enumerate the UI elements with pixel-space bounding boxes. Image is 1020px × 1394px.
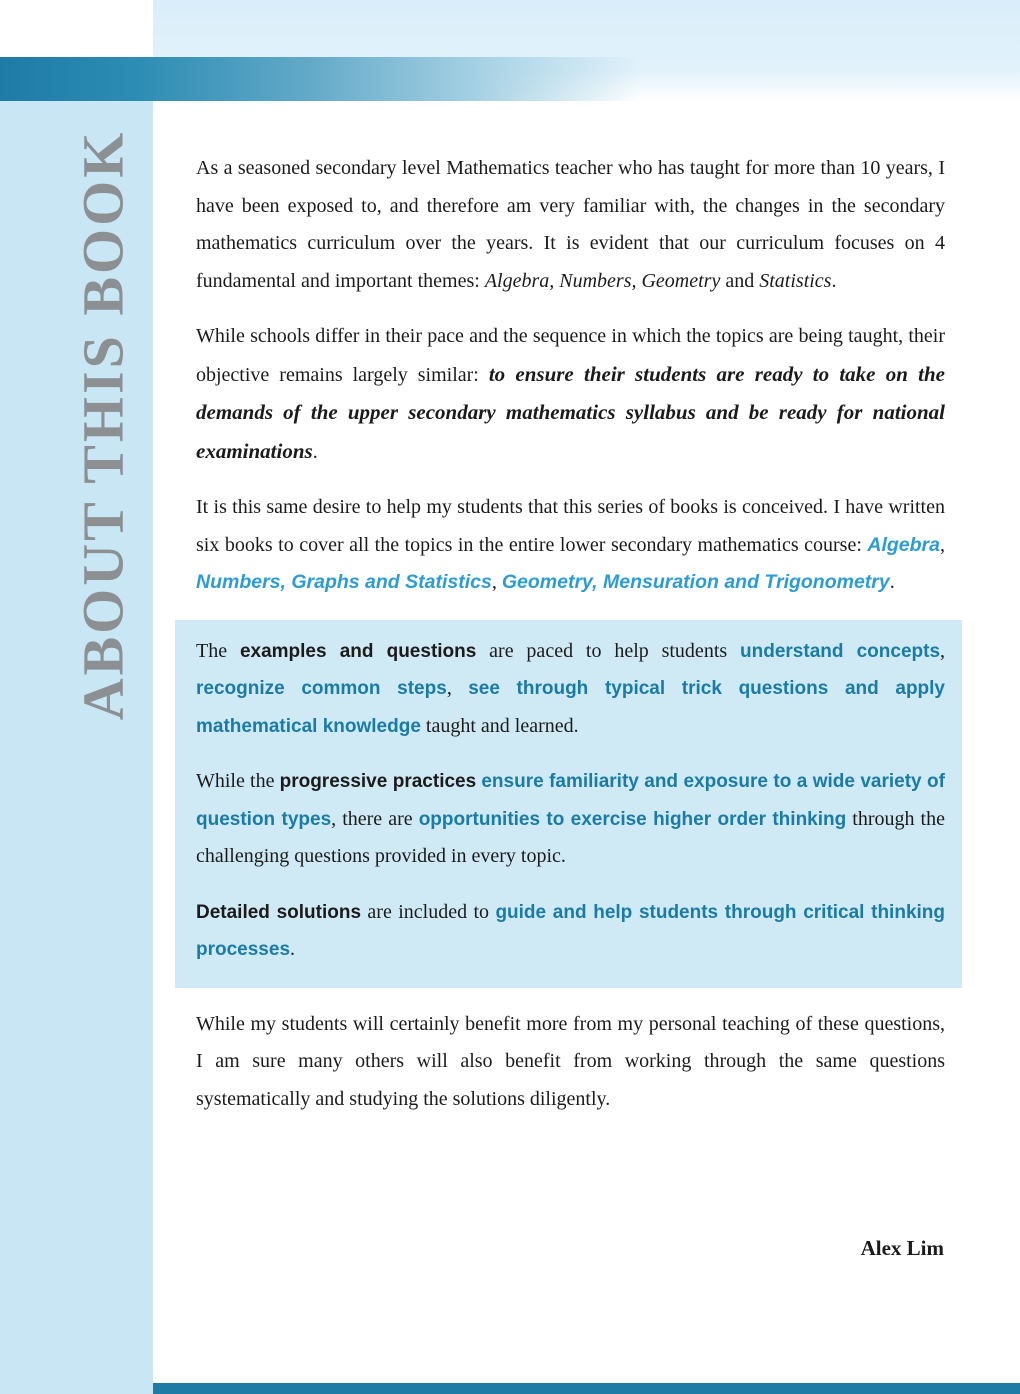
paragraph-closing bbox=[196, 1006, 945, 1119]
paragraph-practices bbox=[196, 763, 945, 876]
text-run: examples and questions bbox=[239, 640, 477, 662]
main-content bbox=[196, 150, 945, 1136]
paragraph-solutions bbox=[196, 894, 945, 969]
text-run: While schools differ in their pace and the sequence in which the topics are being taught, their objective remains largely similar: bbox=[196, 325, 945, 386]
text-run: , bbox=[940, 533, 945, 556]
text-run: , bbox=[940, 639, 946, 662]
text-run: progressive practices bbox=[279, 771, 477, 792]
text-run: taught and learned. bbox=[420, 714, 579, 737]
paragraph-examples bbox=[196, 633, 945, 746]
paragraph-intro bbox=[196, 150, 945, 300]
text-run: are paced to help students bbox=[476, 639, 741, 662]
text-run: While my students will certainly benefit more from my personal teaching of these questions, I am sure many others will also benefit from working through the same questions systematically and studying the solutions diligently. bbox=[196, 1012, 945, 1110]
text-run: understand concepts bbox=[740, 640, 941, 662]
text-run: and bbox=[720, 269, 760, 292]
text-run: . bbox=[889, 571, 895, 593]
text-run: , there are bbox=[331, 807, 419, 830]
page-title: ABOUT THIS BOOK bbox=[70, 129, 136, 721]
text-run: Geometry, Mensuration and Trigonometry bbox=[501, 571, 890, 593]
paragraph-series bbox=[196, 489, 945, 602]
text-run: As a seasoned secondary level Mathematics teacher who has taught for more than 10 years, I have been exposed to, and therefore am very familiar with, the changes in the secondary mathematics curriculum over the years. It is evident that our curriculum focuses on 4 fundamental and important themes: bbox=[196, 157, 945, 292]
bottom-bar bbox=[153, 1383, 1020, 1394]
sidebar-top-mask bbox=[0, 0, 153, 57]
text-run: . bbox=[290, 938, 296, 960]
text-run: Statistics bbox=[759, 269, 832, 292]
text-run: see through typical trick questions and apply mathematical knowledge bbox=[196, 678, 946, 737]
text-run: . bbox=[831, 269, 837, 292]
text-run: , bbox=[491, 571, 502, 593]
text-run: , bbox=[446, 677, 469, 699]
text-run: It is this same desire to help my students that this series of books is conceived. I have written six books to cover all the topics in the entire lower secondary mathematics course: bbox=[196, 496, 945, 556]
text-run: Detailed solutions bbox=[196, 901, 362, 923]
text-run: The bbox=[196, 639, 240, 662]
text-run: guide and help students through critical thinking processes bbox=[196, 901, 946, 960]
text-run: Numbers, Graphs and Statistics bbox=[196, 571, 492, 593]
highlight-box bbox=[175, 620, 962, 988]
text-run: are included to bbox=[361, 900, 496, 923]
text-run: to ensure their students are ready to take on the demands of the upper secondary mathematics syllabus and be ready for national examinations bbox=[196, 361, 945, 463]
text-run: recognize common steps bbox=[196, 678, 447, 699]
text-run: through the challenging questions provided in every topic. bbox=[196, 807, 945, 867]
text-run: Algebra bbox=[867, 533, 940, 556]
text-run: ensure familiarity and exposure to a wide variety of question types bbox=[196, 771, 945, 830]
text-run: Algebra, Numbers, Geometry bbox=[484, 269, 721, 292]
text-run: While the bbox=[196, 770, 280, 792]
text-run: opportunities to exercise higher order thinking bbox=[418, 808, 847, 830]
top-gradient-bar bbox=[0, 57, 640, 101]
author-signature: Alex Lim bbox=[860, 1236, 944, 1260]
text-run: . bbox=[312, 440, 318, 463]
paragraph-objective bbox=[196, 318, 945, 471]
